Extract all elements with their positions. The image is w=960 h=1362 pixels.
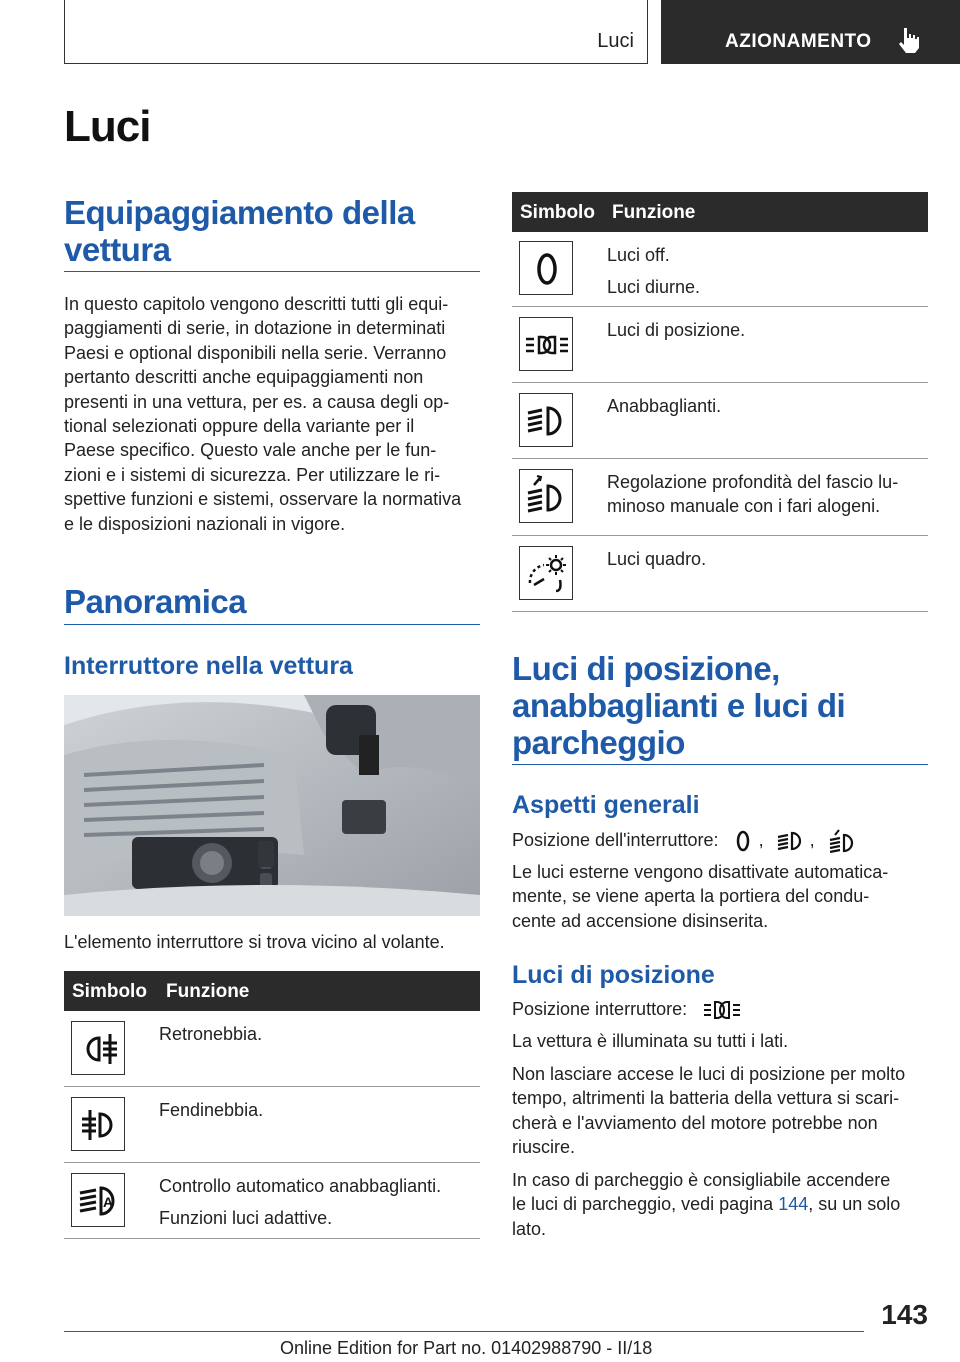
table-row	[64, 1163, 480, 1239]
text-line: tempo, altrimenti la batteria della vettura si scari-	[512, 1088, 900, 1109]
text-line: Non lasciare accese le luci di posizione per molto	[512, 1064, 906, 1084]
text-line: spettive funzioni e sistemi, osservare la normativa	[64, 489, 462, 510]
text-line: lato.	[512, 1218, 547, 1239]
panoramica-heading: Panoramica	[64, 583, 247, 620]
text-line: riuscire.	[512, 1137, 576, 1158]
aspetti-position-line	[512, 828, 928, 853]
header-section-title: Luci	[597, 30, 634, 52]
page-link-144[interactable]: 144	[778, 1194, 809, 1215]
pointing-hand-icon	[897, 26, 921, 54]
equip-rule	[64, 271, 480, 272]
function-text: Luci off.	[607, 245, 670, 265]
posizione-p2	[512, 1062, 905, 1160]
table-header	[64, 971, 480, 1011]
text-line: presenti in una vettura, per es. a causa degli op-	[64, 391, 450, 412]
function-text: Fendinebbia.	[159, 1100, 264, 1120]
table-header	[512, 192, 928, 232]
equip-heading-line2: vettura	[64, 231, 171, 268]
text-line: cente ad accensione disinserita.	[512, 910, 769, 931]
posizione-position-line	[512, 997, 742, 1022]
section-heading-line2: anabbaglianti e luci di	[512, 687, 846, 724]
function-text: Controllo automatico anabbaglianti.	[159, 1176, 442, 1196]
text-line	[512, 1192, 900, 1216]
text-line: In questo capitolo vengono descritti tutti gli equi-	[64, 294, 449, 314]
text-line: In caso di parcheggio è consigliabile accendere	[512, 1170, 891, 1190]
page-title: Luci	[64, 102, 151, 151]
text-fragment: le luci di parcheggio, vedi pagina	[512, 1194, 779, 1215]
table-row	[512, 383, 928, 459]
footer-edition: Online Edition for Part no. 01402988790 - II/18	[280, 1338, 653, 1358]
aspetti-heading: Aspetti generali	[512, 791, 700, 819]
low-beam-icon	[519, 393, 573, 447]
function-text: Retronebbia.	[159, 1024, 263, 1044]
function-text: Funzioni luci adattive.	[159, 1208, 333, 1229]
front-fog-light-icon	[71, 1097, 125, 1151]
col-function-header: Funzione	[166, 981, 250, 1002]
function-text: Luci diurne.	[607, 277, 701, 298]
section-heading-line1: Luci di posizione,	[512, 650, 780, 687]
posizione-p3	[512, 1168, 900, 1241]
parking-lights-icon	[519, 317, 573, 371]
function-text: Anabbaglianti.	[607, 396, 722, 416]
light-switch-photo	[64, 695, 480, 916]
separator: ,	[758, 830, 764, 850]
function-text: Luci di posizione.	[607, 320, 746, 340]
equip-heading-line1: Equipaggiamento della	[64, 194, 415, 231]
photo-caption: L'elemento interruttore si trova vicino al volante.	[64, 932, 445, 952]
auto-low-beam-icon	[71, 1173, 125, 1227]
posizione-heading: Luci di posizione	[512, 961, 715, 989]
header-frame	[64, 0, 648, 64]
rear-fog-light-icon	[71, 1021, 125, 1075]
interruttore-heading: Interruttore nella vettura	[64, 652, 353, 680]
function-text: Luci quadro.	[607, 549, 707, 569]
col-symbol-header: Simbolo	[520, 202, 595, 223]
header-tab-azionamento[interactable]	[661, 0, 960, 64]
aspetti-paragraph	[512, 860, 888, 933]
section-rule	[512, 764, 928, 765]
equip-paragraph	[64, 292, 461, 536]
col-symbol-header: Simbolo	[72, 981, 147, 1002]
low-beam-icon	[775, 829, 805, 853]
footer-rule	[64, 1331, 864, 1332]
parking-lights-icon	[702, 998, 742, 1022]
function-text: Regolazione profondità del fascio lu- minoso manuale con i fari alogeni.	[607, 472, 899, 517]
panoramica-rule	[64, 624, 480, 625]
headlight-range-icon	[519, 469, 573, 523]
text-line: cherà e l'avviamento del motore potrebbe non	[512, 1112, 878, 1133]
table-row	[64, 1011, 480, 1087]
text-line: tional selezionati oppure della variante per il	[64, 416, 415, 437]
section-heading-line3: parcheggio	[512, 724, 685, 761]
right-symbol-table	[512, 192, 928, 612]
table-row	[64, 1087, 480, 1163]
table-row	[512, 459, 928, 536]
page-number: 143	[881, 1299, 928, 1330]
headlight-range-icon	[826, 829, 856, 853]
text-line: paggiamenti di serie, in dotazione in determinati	[64, 318, 446, 339]
header-tab-label: AZIONAMENTO	[725, 31, 872, 52]
text-line: mente, se viene aperta la portiera del condu-	[512, 886, 870, 907]
text-line: Paesi e optional disponibili nella serie. Verranno	[64, 342, 447, 363]
table-row	[512, 232, 928, 307]
col-function-header: Funzione	[612, 202, 696, 223]
table-row	[512, 536, 928, 612]
lights-off-icon	[732, 829, 754, 853]
table-row	[512, 307, 928, 383]
position-label: Posizione dell'interruttore:	[512, 830, 719, 850]
text-line: e le disposizioni nazionali in vigore.	[64, 513, 346, 534]
text-line: Le luci esterne vengono disattivate automatica-	[512, 862, 889, 882]
lights-off-icon	[519, 241, 573, 295]
separator: ,	[809, 830, 815, 850]
left-symbol-table	[64, 971, 480, 1239]
text-fragment: , su un solo	[808, 1194, 901, 1215]
position-label: Posizione interruttore:	[512, 999, 688, 1019]
text-line: Paese specifico. Questo vale anche per le fun-	[64, 440, 437, 461]
instrument-lighting-icon	[519, 546, 573, 600]
text-line: zioni e i sistemi di sicurezza. Per utilizzare le ri-	[64, 464, 441, 485]
posizione-p1: La vettura è illuminata su tutti i lati.	[512, 1031, 789, 1051]
svg-text:A: A	[103, 1194, 114, 1210]
text-line: pertanto descritti anche equipaggiamenti non	[64, 367, 424, 388]
